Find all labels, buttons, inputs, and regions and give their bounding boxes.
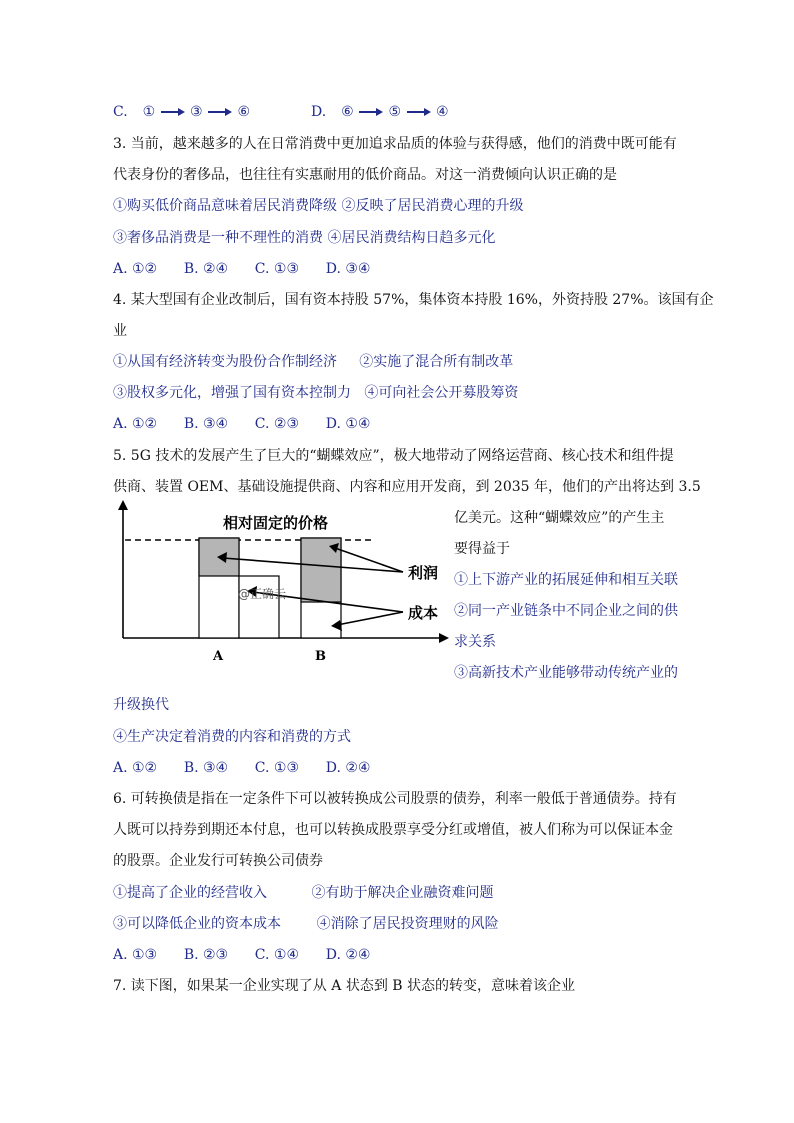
q3-statements-line-2: ③奢侈品消费是一种不理性的消费 ④居民消费结构日趋多元化 [113, 230, 496, 246]
arrow-right-icon [160, 107, 186, 117]
label-b: B [315, 649, 326, 664]
q3-choices: A. ①② B. ②④ C. ①③ D. ③④ [113, 261, 371, 277]
q5-statement-4: ④生产决定着消费的内容和消费的方式 [113, 729, 351, 745]
q5-side-line-2: 要得益于 [454, 541, 510, 557]
q4-choices: A. ①② B. ③④ C. ②③ D. ①④ [113, 416, 371, 432]
arrow-right-icon [207, 107, 233, 117]
q5-side-line-1: 亿美元。这种“蝴蝶效应”的产生主 [454, 510, 665, 526]
q4-stem-line-1: 4. 某大型国有企业改制后，国有资本持股 57%，集体资本持股 16%，外资持股 27%。该国有企 [113, 292, 714, 308]
q2-option-d-label: D. [310, 104, 327, 120]
label-a: A [213, 649, 224, 664]
q5-statement-2b: 求关系 [454, 634, 496, 650]
profit-label: 利润 [408, 564, 439, 582]
q6-statements-line-2: ③可以降低企业的资本成本 ④消除了居民投资理财的风险 [113, 916, 499, 932]
q5-statement-2a: ②同一产业链条中不同企业之间的供 [454, 603, 678, 619]
q2-option-c-label: C. [113, 104, 128, 120]
q5-stem-line-1: 5. 5G 技术的发展产生了巨大的“蝴蝶效应”，极大地带动了网络运营商、核心技术和组件提 [113, 448, 674, 464]
diagram-title: 相对固定的价格 [223, 514, 329, 532]
q6-stem-line-2: 人既可以持券到期还本付息，也可以转换成股票享受分红或增值，被人们称为可以保证本金 [113, 822, 673, 838]
arrow-right-icon [406, 107, 432, 117]
q3-stem-line-2: 代表身份的奢侈品，也往往有实惠耐用的低价商品。对这一消费倾向认识正确的是 [113, 167, 617, 183]
q5-statement-1: ①上下游产业的拓展延伸和相互关联 [454, 572, 678, 588]
q5-continuation: 升级换代 [113, 697, 169, 713]
q2-option-c-item1: ① [142, 104, 156, 120]
q2-option-d-item1: ⑥ [341, 104, 354, 120]
q2-option-d-item2: ⑤ [388, 104, 402, 120]
q6-choices: A. ①③ B. ②③ C. ①④ D. ②④ [113, 947, 371, 963]
watermark: @正确云 [238, 587, 287, 601]
q7-stem-line-1: 7. 读下图，如果某一企业实现了从 A 状态到 B 状态的转变，意味着该企业 [113, 978, 576, 994]
q5-statement-3: ③高新技术产业能够带动传统产业的 [454, 665, 678, 681]
q5-choices: A. ①② B. ③④ C. ①③ D. ②④ [113, 760, 371, 776]
y-axis-arrow-icon [118, 500, 128, 510]
q3-stem-line-1: 3. 当前，越来越多的人在日常消费中更加追求品质的体验与获得感，他们的消费中既可能有 [113, 136, 677, 152]
q6-stem-line-1: 6. 可转换债是指在一定条件下可以被转换成公司股票的债券，利率一般低于普通债券。持有 [113, 791, 677, 807]
q2-options-row [113, 102, 449, 122]
q2-option-c-item3: ⑥ [237, 104, 251, 120]
x-axis-arrow-icon [439, 633, 449, 643]
q4-statements-line-2: ③股权多元化，增强了国有资本控制力 ④可向社会公开募股筹资 [113, 385, 519, 401]
q3-statements-line-1: ①购买低价商品意味着居民消费降级 ②反映了居民消费心理的升级 [113, 198, 524, 214]
q4-stem-line-2: 业 [113, 323, 127, 339]
cost-label: 成本 [408, 604, 439, 622]
q4-statements-line-1: ①从国有经济转变为股份合作制经济 ②实施了混合所有制改革 [113, 354, 514, 370]
q5-stem-line-2: 供商、装置 OEM、基础设施提供商、内容和应用开发商，到 2035 年，他们的产出将达到 3.5 [113, 479, 701, 495]
profit-arrow-b [335, 548, 403, 572]
q2-option-c-item2: ③ [190, 104, 203, 120]
q6-statements-line-1: ①提高了企业的经营收入 ②有助于解决企业融资难问题 [113, 885, 494, 901]
q2-option-d-item3: ④ [436, 104, 449, 120]
arrow-right-icon [358, 107, 384, 117]
cost-arrow-b [337, 612, 403, 625]
q6-stem-line-3: 的股票。企业发行可转换公司债券 [113, 853, 323, 869]
